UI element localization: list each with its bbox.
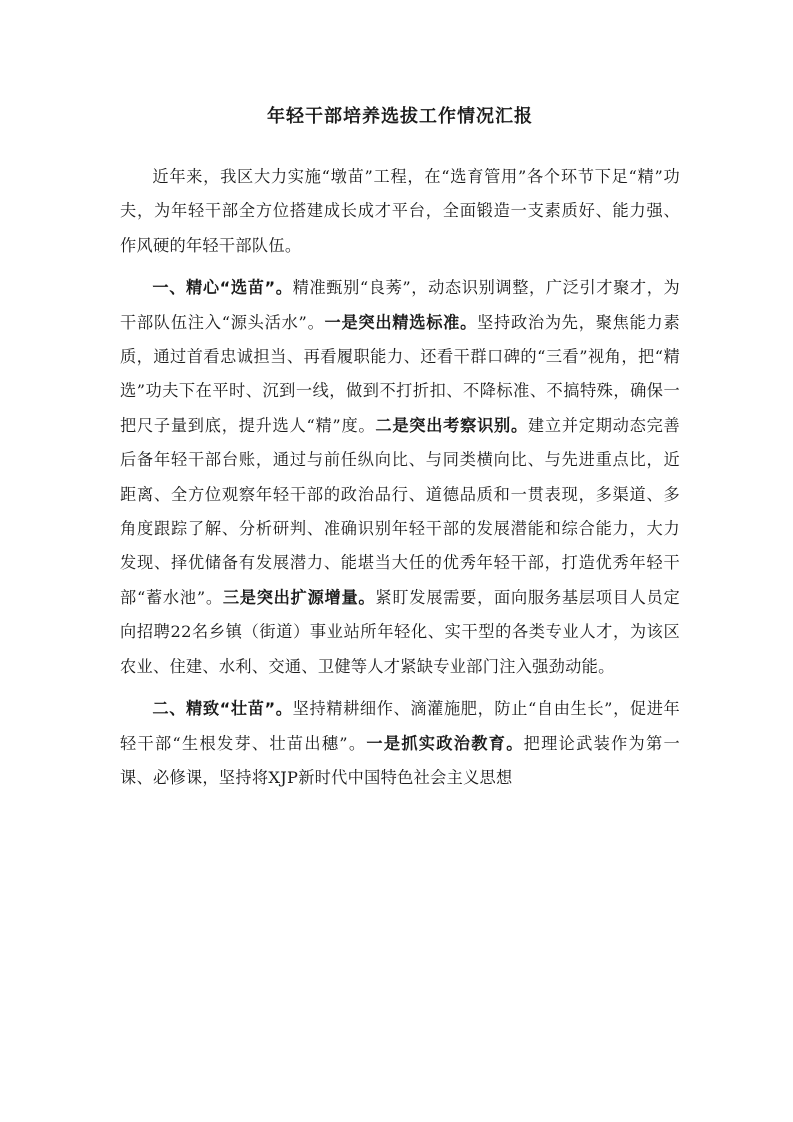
section1-point-3: 三是突出扩源增量。: [222, 587, 376, 607]
section1-text-4: 紧盯发展需要，面向服务基层项目人员定向招聘22名乡镇（街道）事业站所年轻化、实干型的各类专业人才，为该区农业、住建、水利、交通、卫健等人才紧缺专业部门注入强劲动能。: [120, 587, 680, 676]
section1-text-3: 建立并定期动态完善后备年轻干部台账，通过与前任纵向比、与同类横向比、与先进重点比，近距离、全方位观察年轻干部的政治品行、道德品质和一贯表现，多渠道、多角度跟踪了解、分析研判、准确识别年轻干部的发展潜能和综合能力，大力发现、择优储备有发展潜力、能堪当大任的优秀年轻干部，打造优秀年轻干部“蓄水池”。: [120, 415, 681, 607]
section2-point-1: 一是抓实政治教育。: [366, 733, 524, 753]
section1-point-1: 一是突出精选标准。: [324, 312, 478, 332]
section2-paragraph: [120, 692, 680, 795]
intro-paragraph: [120, 160, 680, 263]
document-title: 年轻干部培养选拔工作情况汇报: [267, 106, 533, 127]
section1-text-1: 精准甄别“良莠”，动态识别调整，广泛引才聚才，为干部队伍注入“源头活水”。: [120, 278, 681, 332]
section2-text-2: 把理论武装作为第一课、必修课，坚持将XJP新时代中国特色社会主义思想: [120, 733, 680, 787]
section2-text-1: 坚持精耕细作、滴灌施肥，防止“自由生长”，促进年轻干部“生根发芽、壮苗出穗”。: [120, 699, 681, 753]
section2-heading: 二、精致“壮苗”。: [152, 699, 293, 719]
section1-point-2: 二是突出考察识别。: [375, 415, 528, 435]
section1-paragraph: [120, 271, 680, 684]
intro-text: 近年来，我区大力实施“墩苗”工程，在“选育管用”各个环节下足“精”功夫，为年轻干部全方位搭建成长成才平台，全面锻造一支素质好、能力强、作风硬的年轻干部队伍。: [120, 167, 680, 255]
section1-heading: 一、精心“选苗”。: [152, 278, 293, 298]
section1-text-2: 坚持政治为先，聚焦能力素质，通过首看忠诚担当、再看履职能力、还看干群口碑的“三看”视角，把“精选”功夫下在平时、沉到一线，做到不打折扣、不降标准、不搞特殊，确保一把尺子量到底，提升选人“精”度。: [120, 312, 680, 435]
